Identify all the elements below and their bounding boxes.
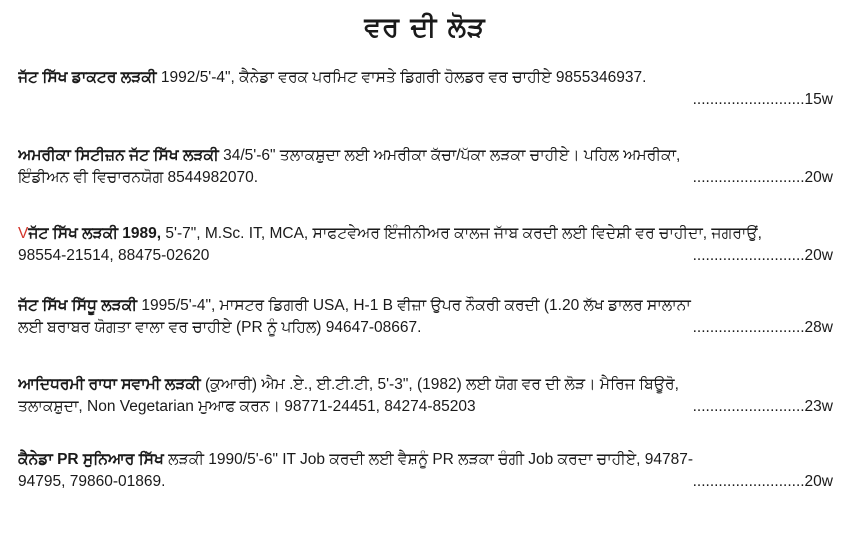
- ad-code: ..........................20w: [692, 473, 833, 490]
- ad-lead: ਆਦਿਧਰਮੀ ਰਾਧਾ ਸਵਾਮੀ ਲੜਕੀ: [18, 376, 201, 393]
- ad-lead: ਜੱਟ ਸਿੱਖ ਲੜਕੀ 1989,: [28, 225, 162, 242]
- page-title: ਵਰ ਦੀ ਲੋੜ: [364, 12, 486, 43]
- ad-text: 1992/5'-4", ਕੈਨੇਡਾ ਵਰਕ ਪਰਮਿਟ ਵਾਸਤੇ ਡਿਗਰੀ ਹੋਲਡਰ ਵਰ ਚਾਹੀਏ 9855346937.: [156, 69, 647, 86]
- ad-line-1: [18, 67, 833, 89]
- ad-mark: V: [18, 225, 29, 242]
- ad-text: 34/5'-6" ਤਲਾਕਸ਼ੁਦਾ ਲਈ ਅਮਰੀਕਾ ਕੱਚਾ/ਪੱਕਾ ਲੜਕਾ ਚਾਹੀਏ। ਪਹਿਲ ਅਮਰੀਕਾ,: [218, 147, 681, 164]
- ad-text: ਇੰਡੀਅਨ ਵੀ ਵਿਚਾਰਨਯੋਗ 8544982070.: [18, 169, 259, 186]
- ad-text: (ਕੁਆਰੀ) ਐਮ .ਏ., ਈ.ਟੀ.ਟੀ, 5'-3", (1982) ਲਈ ਯੋਗ ਵਰ ਦੀ ਲੋੜ। ਮੈਰਿਜ ਬਿਊਰੋ,: [200, 376, 679, 393]
- ad-text: 5'-7", M.Sc. IT, MCA, ਸਾਫਟਵੇਅਰ ਇੰਜੀਨੀਅਰ ਕਾਲਜ ਜਾੱਬ ਕਰਦੀ ਲਈ ਵਿਦੇਸ਼ੀ ਵਰ ਚਾਹੀਦਾ, ਜਗਰਾਉਂ,: [161, 225, 762, 242]
- ad-code: ..........................23w: [692, 398, 833, 415]
- ad-code: ..........................20w: [692, 169, 833, 186]
- ad-text: ਲਈ ਬਰਾਬਰ ਯੋਗਤਾ ਵਾਲਾ ਵਰ ਚਾਹੀਏ (PR ਨੂੰ ਪਹਿਲ) 94647-08667.: [18, 319, 422, 336]
- ad-line-2: [18, 471, 833, 493]
- ad-line-1: [18, 449, 833, 471]
- ad-code: ..........................28w: [692, 319, 833, 336]
- classified-ad: [18, 223, 833, 267]
- classified-ad: [18, 295, 833, 339]
- ad-lead: ਜੱਟ ਸਿੱਖ ਸਿੱਧੂ ਲੜਕੀ: [18, 297, 138, 314]
- ad-code: ..........................15w: [692, 91, 833, 108]
- ad-line-1: [18, 145, 833, 167]
- ad-line-2: [18, 396, 833, 418]
- ad-text: 98554-21514, 88475-02620: [18, 247, 210, 264]
- classified-ad: [18, 374, 833, 418]
- classified-ad: [18, 145, 833, 189]
- ad-lead: ਅਮਰੀਕਾ ਸਿਟੀਜ਼ਨ ਜੱਟ ਸਿੱਖ ਲੜਕੀ: [18, 147, 219, 164]
- ad-line-1: [18, 223, 833, 245]
- ad-text: ਤਲਾਕਸ਼ੁਦਾ, Non Vegetarian ਮੁਆਫ ਕਰਨ। 98771-24451, 84274-85203: [18, 398, 476, 415]
- ad-line-1: [18, 295, 833, 317]
- ad-lead: ਕੈਨੇਡਾ PR ਸੁਨਿਆਰ ਸਿੱਖ: [18, 451, 164, 468]
- ad-line-2: [18, 317, 833, 339]
- ad-line-1: [18, 374, 833, 396]
- classified-ad: [18, 449, 833, 493]
- ad-line-2: [18, 167, 833, 189]
- ad-code: ..........................20w: [692, 247, 833, 264]
- ad-lead: ਜੱਟ ਸਿੱਖ ਡਾਕਟਰ ਲੜਕੀ: [18, 69, 157, 86]
- ad-text: 1995/5'-4", ਮਾਸਟਰ ਡਿਗਰੀ USA, H-1 B ਵੀਜ਼ਾ ਉਪਰ ਨੌਕਰੀ ਕਰਦੀ (1.20 ਲੱਖ ਡਾਲਰ ਸਾਲਾਨਾ: [137, 297, 691, 314]
- ad-line-2: [18, 245, 833, 267]
- ad-text: ਲੜਕੀ 1990/5'-6" IT Job ਕਰਦੀ ਲਈ ਵੈਸ਼ਨੂੰ PR ਲੜਕਾ ਚੰਗੀ Job ਕਰਦਾ ਚਾਹੀਏ, 94787-: [163, 451, 694, 468]
- classified-ad: [18, 67, 833, 111]
- ad-text: 94795, 79860-01869.: [18, 473, 166, 490]
